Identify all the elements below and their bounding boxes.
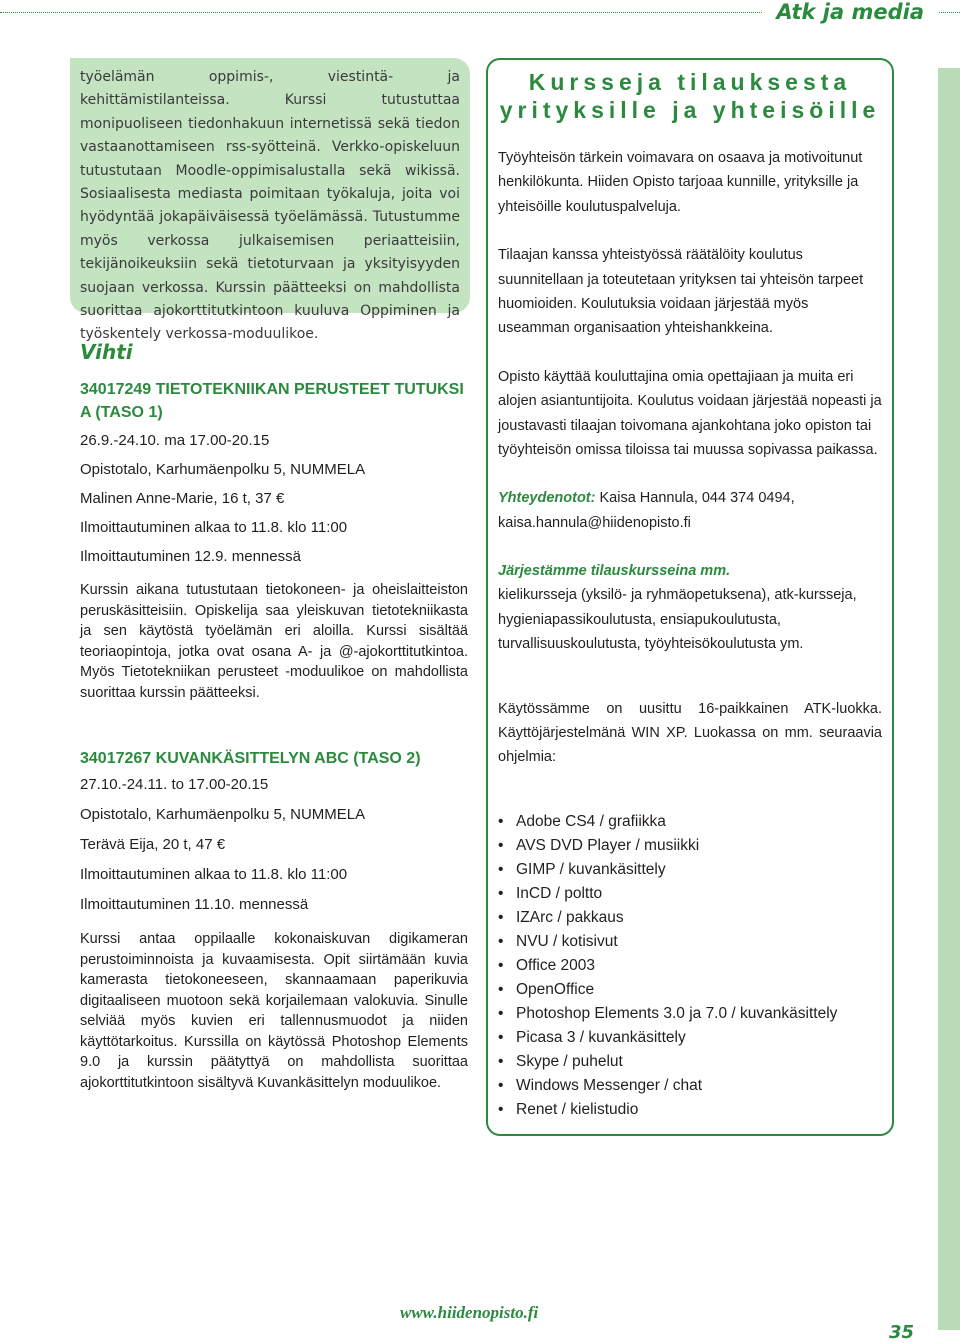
course-title: 34017267 KUVANKÄSITTELYN ABC (TASO 2) <box>80 750 421 767</box>
course-dates: 27.10.-24.11. to 17.00-20.15 <box>80 776 269 793</box>
contact-line <box>498 486 882 510</box>
offer-paragraph: Opisto käyttää kouluttajina omia opettajiaan ja muita eri alojen asiantuntijoita. Koulutus voidaan järjestää nopeasti ja joustavasti tilaajan toivomana ajankohtana joko opiston tai työyhteisön omissa tiloissa tai muussa sopivassa paikassa. <box>498 368 882 459</box>
program-item: • Windows Messenger / chat <box>498 1074 882 1098</box>
program-item: • NVU / kotisivut <box>498 930 882 954</box>
program-item: • Office 2003 <box>498 954 882 978</box>
arranged-text: kielikursseja (yksilö- ja ryhmäopetuksena), atk-kursseja, hygieniapassikoulutusta, ensiapukoulutusta, turvallisuuskoulutusta, työyhteisökoulutusta ym. <box>498 587 857 653</box>
program-item: • OpenOffice <box>498 978 882 1002</box>
course-signup-start: Ilmoittautuminen alkaa to 11.8. klo 11:00 <box>80 866 348 883</box>
footer-url[interactable]: www.hiidenopisto.fi <box>400 1303 539 1322</box>
program-item: • Adobe CS4 / grafiikka <box>498 810 882 834</box>
side-bar <box>938 68 960 1330</box>
custom-courses-box <box>486 58 894 1136</box>
course-card <box>80 747 468 1093</box>
arranged-heading: Järjestämme tilauskursseina mm. <box>498 563 731 580</box>
program-item: • GIMP / kuvankäsittely <box>498 858 882 882</box>
course-signup-start: Ilmoittautuminen alkaa to 11.8. klo 11:00 <box>80 519 348 536</box>
course-teacher: Terävä Eija, 20 t, 47 € <box>80 836 226 853</box>
course-signup-end: Ilmoittautuminen 11.10. mennessä <box>80 896 309 913</box>
offer-paragraph: Työyhteisön tärkein voimavara on osaava ja motivoitunut henkilökunta. Hiiden Opisto tarjoaa kunnille, yrityksille ja yhteisöille koulutuspalveluja. <box>498 150 863 215</box>
section-title: Atk ja media <box>762 0 938 24</box>
contact-label: Yhteydenotot: <box>498 490 596 507</box>
program-item: • Skype / puhelut <box>498 1050 882 1074</box>
course-place: Opistotalo, Karhumäenpolku 5, NUMMELA <box>80 806 366 823</box>
program-item: • AVS DVD Player / musiikki <box>498 834 882 858</box>
intro-box <box>70 58 470 343</box>
custom-courses-title-line2: yrityksille ja yhteisöille <box>499 97 881 123</box>
program-list <box>498 810 882 1122</box>
program-item: • IZArc / pakkaus <box>498 906 882 930</box>
offer-paragraph: Tilaajan kanssa yhteistyössä räätälöity koulutus suunnitellaan ja toteutetaan yrityksen tai yhteisön tarpeet huomioiden. Koulutuksia voidaan järjestää myös useamman organisaation yhteishankkeina. <box>498 247 864 337</box>
course-card <box>80 378 468 703</box>
course-description: Kurssin aikana tutustutaan tietokoneen- ja oheislaitteiston peruskäsitteisiin. Opiskelija saa yleiskuvan tietotekniikasta ja sen käytöstä työelämän eri aloilla. Kurssi sisältää teoriaopintoja, jotka ovat osana A- ja @-ajokorttitutkintoa. Myös Tietotekniikan perusteet -moduulikoe on mahdollista suorittaa kurssin päätteeksi. <box>80 582 468 701</box>
classroom-text: Käytössämme on uusittu 16-paikkainen ATK-luokka. Käyttöjärjestelmänä WIN XP. Luokassa on mm. seuraavia ohjelmia: <box>498 700 882 766</box>
course-signup-end: Ilmoittautuminen 12.9. mennessä <box>80 548 301 565</box>
course-place: Opistotalo, Karhumäenpolku 5, NUMMELA <box>80 461 366 478</box>
course-title: 34017249 TIETOTEKNIIKAN PERUSTEET TUTUKSI A (TASO 1) <box>80 381 464 421</box>
program-item: • Picasa 3 / kuvankäsittely <box>498 1026 882 1050</box>
program-item: • Renet / kielistudio <box>498 1098 882 1122</box>
page-number: 35 <box>888 1322 914 1343</box>
course-dates: 26.9.-24.10. ma 17.00-20.15 <box>80 432 270 449</box>
course-description: Kurssi antaa oppilaalle kokonaiskuvan digikameran perustoiminnoista ja kuvaamisesta. Opit siirtämään kuvia kamerasta tietokoneeseen, skannaamaan paperikuvia digitaaliseen muotoon sekä korjailemaan valokuvia. Sinulle selviää myös kuvien eri tallennusmuodot ja niiden käyttötarkoitus. Kurssilla on käytössä Photoshop Elements 9.0 ja kurssin päätyttyä on mahdollista suorittaa ajokorttitutkintoon sisältyvä Kuvankäsittelyn moduulikoe. <box>80 931 468 1091</box>
contact-text: Kaisa Hannula, 044 374 0494, <box>599 490 795 507</box>
program-item: • InCD / poltto <box>498 882 882 906</box>
intro-text: työelämän oppimis-, viestintä- ja kehittämistilanteissa. Kurssi tutustuttaa monipuoliseen tiedonhakuun internetissä sekä tiedon vastaanottamiseen rss-syötteinä. Verkko-opiskeluun tutustutaan Moodle-oppimisalustalla sekä wikissä. Sosiaalisesta mediasta poimitaan työkaluja, joita voi hyödyntää jokapäiväisessä työelämässä. Tutustumme myös verkossa julkaisemisen periaatteisiin, tekijänoikeuksiin sekä tietoturvaan ja yksityisyyden suojaan verkossa. Kurssin päätteeksi on mahdollista suorittaa ajokorttitutkintoon kuuluva Oppiminen ja työskentely verkossa-moduulikoe. <box>80 69 460 343</box>
program-item: • Photoshop Elements 3.0 ja 7.0 / kuvankäsittely <box>498 1002 882 1026</box>
course-list <box>80 340 468 1093</box>
location-heading: Vihti <box>80 340 133 364</box>
course-teacher: Malinen Anne-Marie, 16 t, 37 € <box>80 490 285 507</box>
custom-courses-title-line1: Kursseja tilauksesta <box>528 69 852 95</box>
contact-email[interactable]: kaisa.hannula@hiidenopisto.fi <box>498 514 691 531</box>
